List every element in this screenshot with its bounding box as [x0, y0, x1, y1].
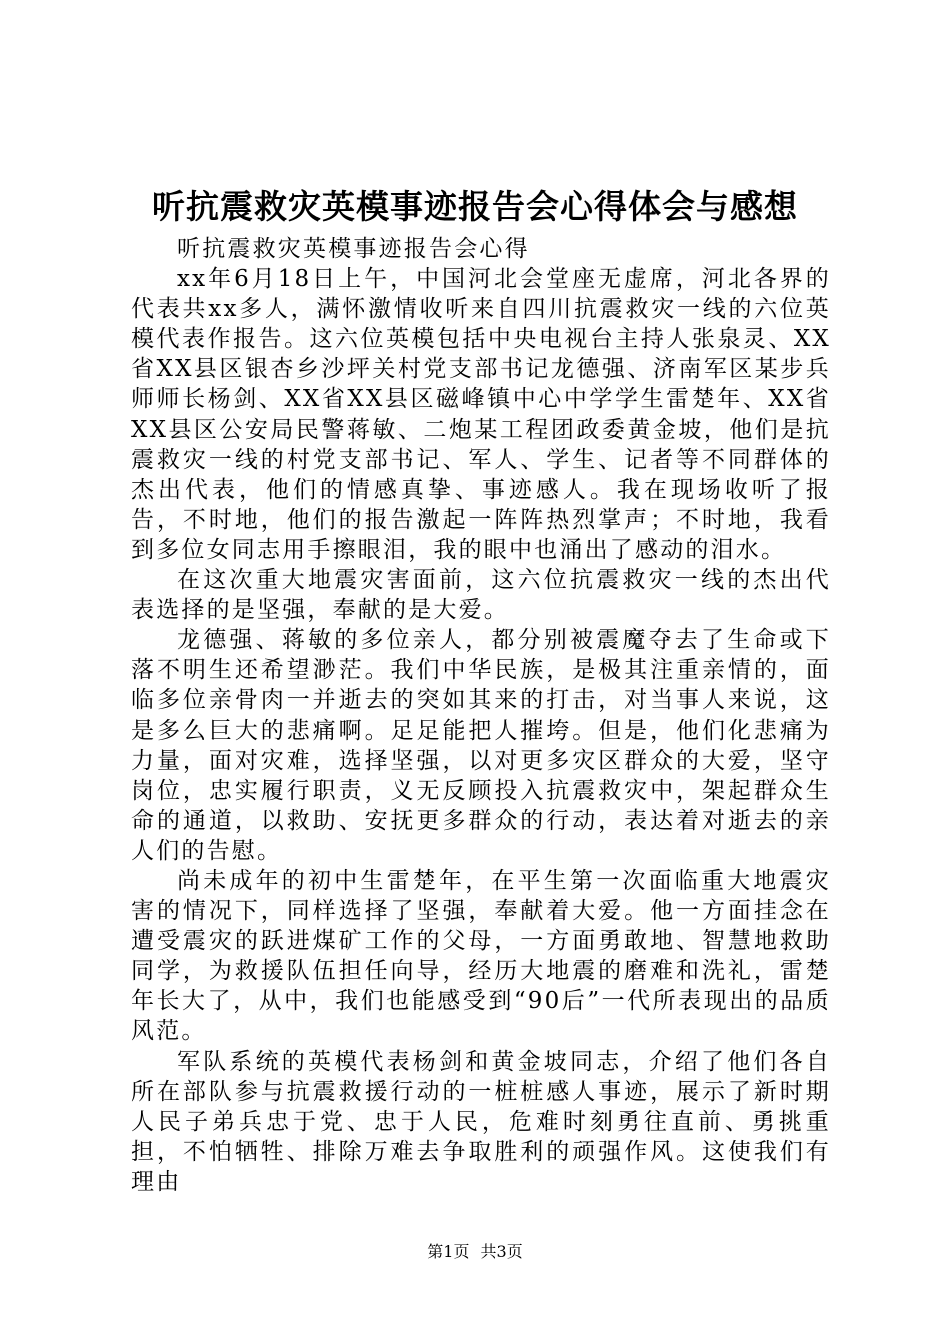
- body-paragraph: 尚未成年的初中生雷楚年，在平生第一次面临重大地震灾害的情况下，同样选择了坚强，奉献着大爱。他一方面挂念在遭受震灾的跃进煤矿工作的父母，一方面勇敢地、智慧地救助同学，为救援队伍担任向导，经历大地震的磨难和洗礼，雷楚年长大了，从中，我们也能感受到“90后”一代所表现出的品质风范。: [131, 867, 831, 1045]
- document-title: 听抗震救灾英模事迹报告会心得体会与感想: [152, 187, 798, 226]
- page-number: 第1页: [427, 1242, 470, 1261]
- body-paragraph: xx年6月18日上午，中国河北会堂座无虚席，河北各界的代表共xx多人，满怀激情收听来自四川抗震救灾一线的六位英模代表作报告。这六位英模包括中央电视台主持人张泉灵、XX省XX县区银杏乡沙坪关村党支部书记龙德强、济南军区某步兵师师长杨剑、XX省XX县区磁峰镇中心中学学生雷楚年、XX省XX县区公安局民警蒋敏、二炮某工程团政委黄金坡，他们是抗震救灾一线的村党支部书记、军人、学生、记者等不同群体的杰出代表，他们的情感真挚、事迹感人。我在现场收听了报告，不时地，他们的报告激起一阵阵热烈掌声；不时地，我看到多位女同志用手擦眼泪，我的眼中也涌出了感动的泪水。: [131, 266, 831, 563]
- document-body: [131, 234, 831, 1197]
- page-total: 共3页: [480, 1242, 523, 1261]
- page-footer: [0, 1242, 950, 1262]
- body-paragraph: 军队系统的英模代表杨剑和黄金坡同志，介绍了他们各自所在部队参与抗震救援行动的一桩桩感人事迹，展示了新时期人民子弟兵忠于党、忠于人民，危难时刻勇往直前、勇挑重担，不怕牺牲、排除万难去争取胜利的顽强作风。这使我们有理由: [131, 1048, 831, 1195]
- body-paragraph: 在这次重大地震灾害面前，这六位抗震救灾一线的杰出代表选择的是坚强，奉献的是大爱。: [131, 567, 831, 624]
- body-paragraph: 龙德强、蒋敏的多位亲人，都分别被震魔夺去了生命或下落不明生还希望渺茫。我们中华民族，是极其注重亲情的，面临多位亲骨肉一并逝去的突如其来的打击，对当事人来说，这是多么巨大的悲痛啊。足足能把人摧垮。但是，他们化悲痛为力量，面对灾难，选择坚强，以对更多灾区群众的大爱，坚守岗位，忠实履行职责，义无反顾投入抗震救灾中，架起群众生命的通道，以救助、安抚更多群众的行动，表达着对逝去的亲人们的告慰。: [131, 627, 831, 864]
- subtitle-paragraph: 听抗震救灾英模事迹报告会心得: [177, 236, 530, 262]
